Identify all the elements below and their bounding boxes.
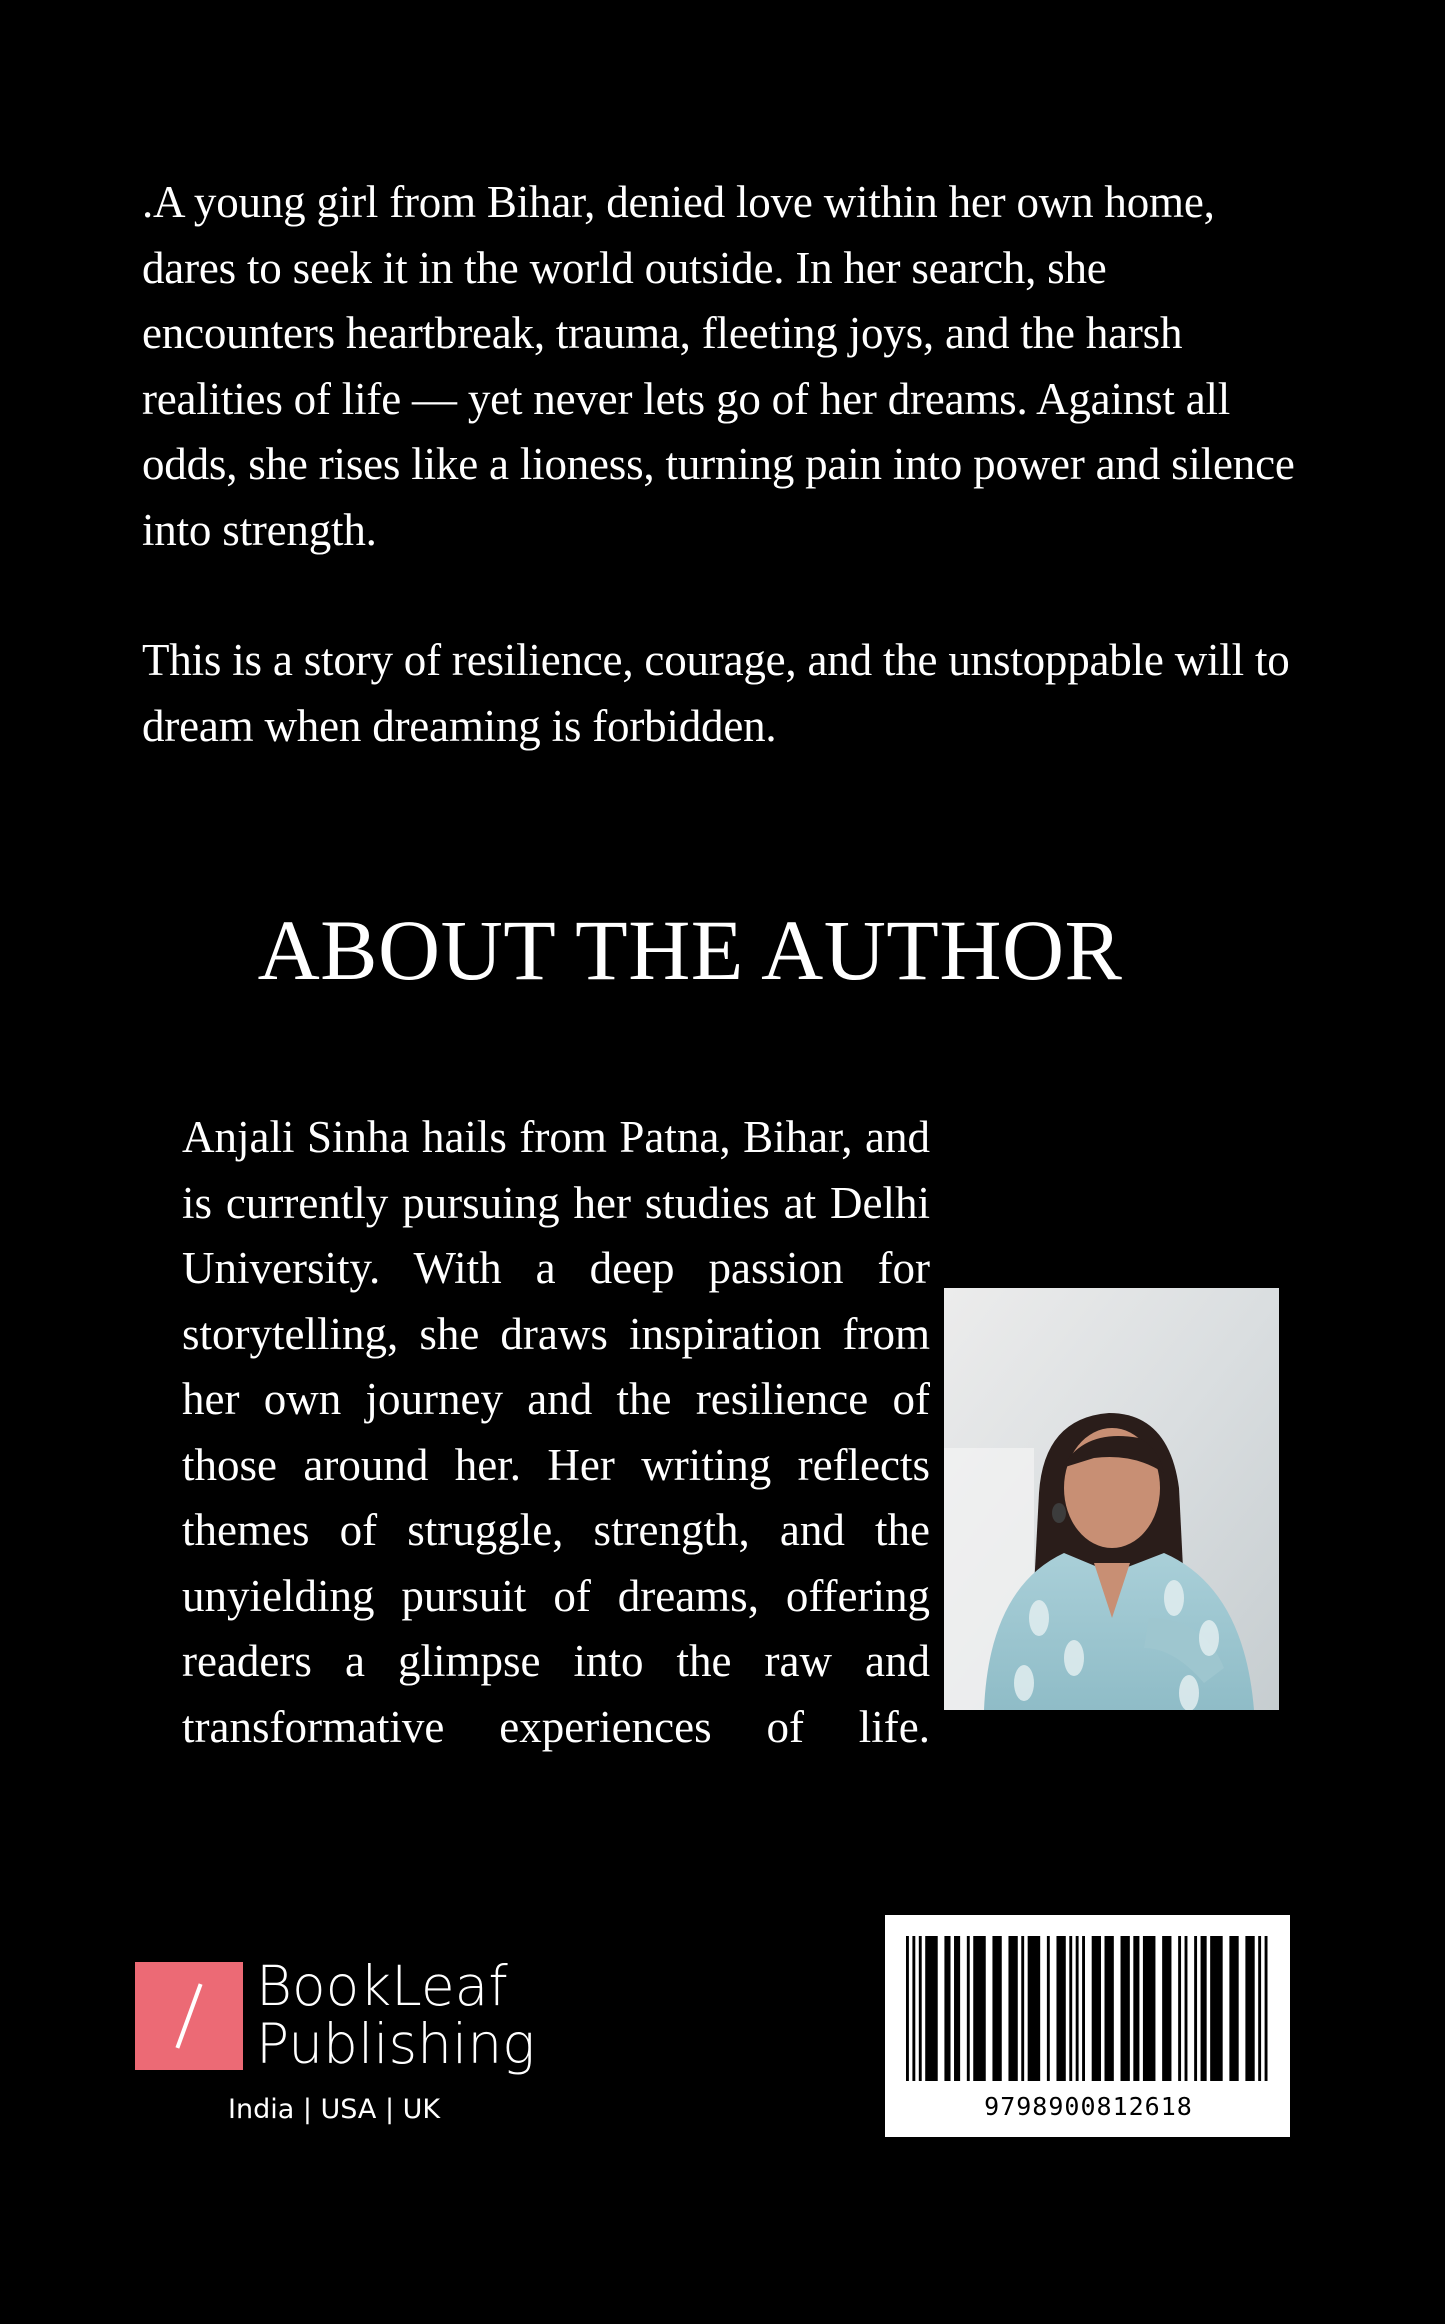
slash-mark-icon <box>175 1983 202 2048</box>
blurb-paragraph-1: .A young girl from Bihar, denied love within her own home, dares to seek it in the world outside. In her search, she encounters heartbreak, trauma, fleeting joys, and the harsh realities of life — yet never lets go of her dreams. Against all odds, she rises like a lioness, turning pain into power and silence into strength. <box>142 177 1295 555</box>
barcode-bar <box>1245 1936 1254 2081</box>
barcode-bar <box>1008 1936 1017 2081</box>
barcode-bar <box>967 1936 970 2081</box>
barcode-bar <box>919 1936 922 2081</box>
barcode-bar <box>1121 1936 1130 2081</box>
barcode-bar <box>1056 1936 1065 2081</box>
barcode-bar <box>1265 1936 1268 2081</box>
blurb-paragraph-2: This is a story of resilience, courage, and the unstoppable will to dream when dreaming is forbidden. <box>142 635 1290 751</box>
bookleaf-logo-icon <box>135 1962 243 2070</box>
author-photo <box>944 1288 1279 1710</box>
barcode-bar <box>973 1936 986 2081</box>
about-author-heading: ABOUT THE AUTHOR <box>257 902 1123 998</box>
author-photo-illustration <box>944 1288 1279 1710</box>
barcode-bar <box>954 1936 960 2081</box>
barcode-bar <box>1021 1936 1024 2081</box>
barcode-bar <box>912 1936 915 2081</box>
barcode-bar <box>906 1936 909 2081</box>
barcode-bar <box>1185 1936 1188 2081</box>
back-cover-blurb <box>142 170 1302 759</box>
barcode-bar <box>1229 1936 1238 2081</box>
isbn-number: 9798900812618 <box>984 2092 1193 2121</box>
barcode-bar <box>944 1936 950 2081</box>
barcode-bar <box>1028 1936 1041 2081</box>
barcode-bar <box>1069 1936 1072 2081</box>
publisher-regions: India | USA | UK <box>228 2094 441 2125</box>
publisher-name-line-1: BookLeaf <box>256 1954 508 2018</box>
barcode-bar <box>1105 1936 1114 2081</box>
isbn-barcode <box>885 1915 1290 2137</box>
barcode-bar <box>925 1936 938 2081</box>
barcode-bar <box>1133 1936 1139 2081</box>
barcode-bars <box>886 1916 1291 2091</box>
barcode-bar <box>1162 1936 1171 2081</box>
barcode-bar <box>1178 1936 1181 2081</box>
publisher-name <box>256 1954 536 2076</box>
barcode-bar <box>1210 1936 1223 2081</box>
barcode-bar <box>1258 1936 1261 2081</box>
barcode-bar <box>1047 1936 1050 2081</box>
barcode-bar <box>1201 1936 1207 2081</box>
publisher-name-line-2: Publishing <box>256 2012 536 2076</box>
barcode-bar <box>992 1936 1001 2081</box>
barcode-bar <box>1082 1936 1085 2081</box>
barcode-bar <box>1194 1936 1197 2081</box>
barcode-bar <box>1092 1936 1101 2081</box>
author-bio: Anjali Sinha hails from Patna, Bihar, and is currently pursuing her studies at Delhi University. With a deep passion for storytelling, she draws inspiration from her own journey and the resilience of those around her. Her writing reflects themes of struggle, strength, and the unyielding pursuit of dreams, offering readers a glimpse into the raw and transformative experiences of life. <box>182 1112 930 1752</box>
barcode-bar <box>1143 1936 1156 2081</box>
barcode-bar <box>1076 1936 1079 2081</box>
